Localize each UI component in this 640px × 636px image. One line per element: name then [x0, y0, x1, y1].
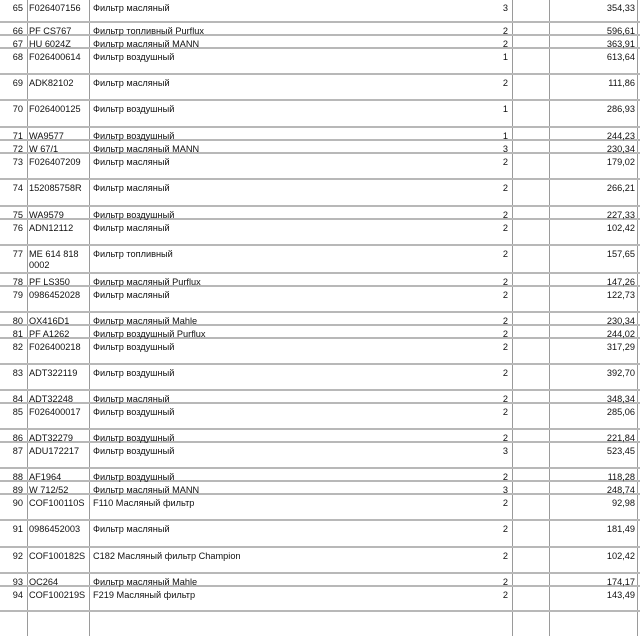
- product-name: Фильтр масляный MANN: [93, 144, 200, 154]
- product-name: F219 Масляный фильтр: [93, 590, 196, 600]
- price: 266,21: [606, 183, 635, 193]
- part-code: COF100182S: [29, 551, 86, 561]
- quantity: 2: [502, 524, 508, 534]
- quantity: 2: [502, 249, 508, 259]
- price: 348,34: [606, 394, 635, 404]
- product-name: Фильтр топливный: [93, 249, 173, 259]
- quantity: 2: [502, 407, 508, 417]
- quantity: 2: [502, 433, 508, 443]
- row-number: 93: [12, 577, 23, 587]
- quantity: 3: [502, 3, 508, 13]
- price: 102,42: [606, 223, 635, 233]
- product-name: Фильтр масляный Mahle: [93, 316, 198, 326]
- price: 285,06: [606, 407, 635, 417]
- table-row: [0, 339, 640, 365]
- product-name: Фильтр воздушный: [93, 52, 175, 62]
- quantity: 2: [502, 316, 508, 326]
- part-code: OC264: [29, 577, 59, 587]
- part-code: 0986452003: [29, 524, 81, 534]
- product-name: Фильтр масляный: [93, 290, 170, 300]
- quantity: 2: [502, 551, 508, 561]
- quantity: 2: [502, 394, 508, 404]
- product-name: Фильтр масляный MANN: [93, 485, 200, 495]
- table-row: [0, 287, 640, 313]
- quantity: 2: [502, 183, 508, 193]
- product-name: Фильтр масляный: [93, 223, 170, 233]
- table-row: [0, 495, 640, 521]
- product-name: Фильтр воздушный: [93, 131, 175, 141]
- row-number: 80: [12, 316, 23, 326]
- quantity: 1: [502, 52, 508, 62]
- product-name: Фильтр воздушный: [93, 433, 175, 443]
- table-row: [0, 521, 640, 548]
- table-row: [0, 430, 640, 443]
- price: 147,26: [606, 277, 635, 287]
- table-row: [0, 482, 640, 495]
- table-row: [0, 469, 640, 482]
- part-code: WA9579: [29, 210, 64, 220]
- product-name: Фильтр масляный: [93, 157, 170, 167]
- table-row: [0, 141, 640, 154]
- table-row: [0, 180, 640, 207]
- price: 286,93: [606, 104, 635, 114]
- row-number: 88: [12, 472, 23, 482]
- price: 157,65: [606, 249, 635, 259]
- row-number: 78: [12, 277, 23, 287]
- product-name: Фильтр масляный Mahle: [93, 577, 198, 587]
- quantity: 2: [502, 277, 508, 287]
- part-code: COF100110S: [29, 498, 85, 508]
- price: 523,45: [606, 446, 635, 456]
- part-code: ADT32248: [29, 394, 73, 404]
- product-name: Фильтр масляный: [93, 3, 170, 13]
- price: 118,28: [607, 472, 635, 482]
- price: 227,33: [606, 210, 635, 220]
- quantity: 2: [502, 290, 508, 300]
- part-code: F026400125: [29, 104, 81, 114]
- price: 122,73: [606, 290, 635, 300]
- product-name: Фильтр воздушный: [93, 446, 175, 456]
- product-name: F110 Масляный фильтр: [93, 498, 195, 508]
- part-code: OX416D1: [29, 316, 70, 326]
- table-row: [0, 154, 640, 180]
- product-name: C182 Масляный фильтр Champion: [93, 551, 241, 561]
- table-row: [0, 128, 640, 141]
- price: 317,29: [606, 342, 635, 352]
- price: 111,86: [608, 78, 635, 88]
- price: 244,23: [606, 131, 635, 141]
- row-number: 66: [12, 26, 23, 36]
- row-number: 65: [12, 3, 23, 13]
- product-name: Фильтр масляный: [93, 394, 170, 404]
- product-name: Фильтр масляный Purflux: [93, 277, 201, 287]
- part-code: W 67/1: [29, 144, 59, 154]
- part-code: ADN12112: [29, 223, 74, 233]
- table-row: [0, 101, 640, 128]
- quantity: 1: [502, 131, 508, 141]
- quantity: 3: [502, 144, 508, 154]
- table-row: [0, 313, 640, 326]
- price: 181,49: [606, 524, 635, 534]
- row-number: 87: [12, 446, 23, 456]
- price: 354,33: [606, 3, 635, 13]
- part-code: 152085758R: [29, 183, 82, 193]
- quantity: 2: [502, 472, 508, 482]
- price: 102,42: [606, 551, 635, 561]
- quantity: 2: [502, 223, 508, 233]
- row-number: 86: [12, 433, 23, 443]
- table-row: [0, 404, 640, 430]
- part-code: ADU172217: [29, 446, 80, 456]
- part-code: PF CS767: [29, 26, 72, 36]
- table-row: [0, 587, 640, 612]
- table-row: [0, 274, 640, 287]
- price: 221,84: [606, 433, 635, 443]
- row-number: 82: [12, 342, 23, 352]
- row-number: 85: [12, 407, 23, 417]
- quantity: 2: [502, 26, 508, 36]
- price: 143,49: [606, 590, 635, 600]
- table-row: [0, 326, 640, 339]
- part-code: ADK82102: [29, 78, 74, 88]
- quantity: 2: [502, 577, 508, 587]
- row-number: 76: [12, 223, 23, 233]
- row-number: 70: [12, 104, 23, 114]
- price: 392,70: [606, 368, 635, 378]
- price: 248,74: [606, 485, 635, 495]
- price: 363,91: [606, 39, 635, 49]
- product-name: Фильтр воздушный: [93, 472, 175, 482]
- row-number: 67: [12, 39, 23, 49]
- part-code: PF LS350: [29, 277, 70, 287]
- product-name: Фильтр воздушный: [93, 407, 175, 417]
- quantity: 3: [502, 446, 508, 456]
- table-row: [0, 207, 640, 220]
- quantity: 2: [502, 157, 508, 167]
- table-row: [0, 0, 640, 23]
- part-code: PF A1262: [29, 329, 70, 339]
- price: 92,98: [612, 498, 635, 508]
- price: 230,34: [606, 316, 635, 326]
- quantity: 2: [502, 342, 508, 352]
- row-number: 68: [12, 52, 23, 62]
- part-code: F026407156: [29, 3, 81, 13]
- quantity: 2: [502, 368, 508, 378]
- row-number: 94: [12, 590, 23, 600]
- row-number: 74: [12, 183, 23, 193]
- row-number: 84: [12, 394, 23, 404]
- table-row: [0, 75, 640, 101]
- row-number: 89: [12, 485, 23, 495]
- row-number: 91: [12, 524, 23, 534]
- quantity: 2: [502, 78, 508, 88]
- part-code: WA9577: [29, 131, 64, 141]
- product-name: Фильтр масляный: [93, 524, 170, 534]
- part-code: F026400017: [29, 407, 81, 417]
- product-name: Фильтр масляный: [93, 183, 170, 193]
- part-code: F026407209: [29, 157, 81, 167]
- table-row: [0, 220, 640, 246]
- quantity: 3: [502, 485, 508, 495]
- table-row: [0, 49, 640, 75]
- row-number: 71: [12, 131, 23, 141]
- part-code: ME 614 818 0002: [29, 249, 79, 270]
- product-name: Фильтр масляный: [93, 78, 170, 88]
- part-code: F026400614: [29, 52, 81, 62]
- quantity: 2: [502, 590, 508, 600]
- row-number: 72: [12, 144, 23, 154]
- table-row: [0, 23, 640, 36]
- part-code: HU 6024Z: [29, 39, 71, 49]
- part-code: W 712/52: [29, 485, 69, 495]
- table-row: [0, 36, 640, 49]
- table-row: [0, 548, 640, 574]
- part-code: ADT322119: [29, 368, 78, 378]
- price: 244,02: [606, 329, 635, 339]
- table-row: [0, 443, 640, 469]
- row-number: 83: [12, 368, 23, 378]
- product-name: Фильтр масляный MANN: [93, 39, 200, 49]
- quantity: 2: [502, 329, 508, 339]
- row-number: 69: [12, 78, 23, 88]
- part-code: COF100219S: [29, 590, 86, 600]
- product-name: Фильтр топливный Purflux: [93, 26, 204, 36]
- quantity: 1: [502, 104, 508, 114]
- part-code: 0986452028: [29, 290, 81, 300]
- quantity: 2: [502, 39, 508, 49]
- price: 613,64: [606, 52, 635, 62]
- price: 179,02: [606, 157, 635, 167]
- row-number: 81: [12, 329, 23, 339]
- table-row: [0, 246, 640, 274]
- product-name: Фильтр воздушный: [93, 342, 175, 352]
- row-number: 90: [12, 498, 23, 508]
- table-row: [0, 365, 640, 391]
- table-row: [0, 391, 640, 404]
- product-name: Фильтр воздушный: [93, 368, 175, 378]
- quantity: 2: [502, 210, 508, 220]
- product-name: Фильтр воздушный: [93, 210, 175, 220]
- product-name: Фильтр воздушный: [93, 104, 175, 114]
- quantity: 2: [502, 498, 508, 508]
- row-number: 92: [12, 551, 23, 561]
- table-row: [0, 574, 640, 587]
- price: 596,61: [606, 26, 635, 36]
- part-code: AF1964: [29, 472, 62, 482]
- part-code: F026400218: [29, 342, 81, 352]
- part-code: ADT32279: [29, 433, 73, 443]
- row-number: 77: [12, 249, 23, 259]
- product-name: Фильтр воздушный Purflux: [93, 329, 206, 339]
- row-number: 75: [12, 210, 23, 220]
- row-number: 79: [12, 290, 23, 300]
- price: 174,17: [606, 577, 635, 587]
- row-number: 73: [12, 157, 23, 167]
- price: 230,34: [606, 144, 635, 154]
